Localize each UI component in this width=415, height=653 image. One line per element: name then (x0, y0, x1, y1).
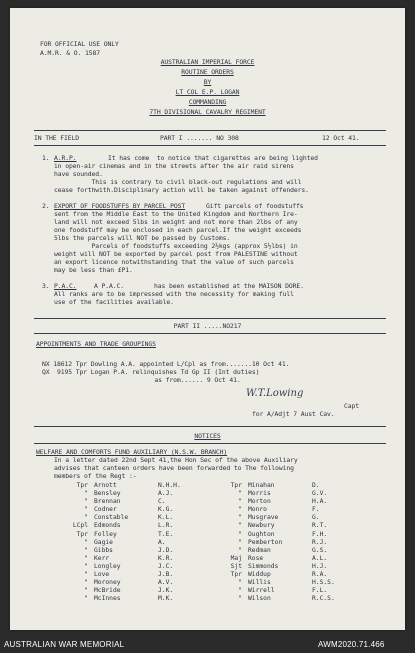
member-row (62, 522, 198, 530)
member-surname: Widdup (248, 571, 271, 579)
member-surname: Codner (94, 506, 117, 514)
member-rank: Tpr (76, 530, 88, 538)
member-initials: D. (312, 482, 320, 489)
member-rank: " (84, 538, 88, 546)
title-commander: LT COL E.P. LOGAN (175, 88, 240, 96)
member-row (62, 506, 198, 514)
member-rank: " (84, 498, 88, 506)
part2-line-2: QX 9195 Tpr Logan P.A. relinquishes Td Gp II (Int duties) (42, 368, 260, 376)
member-rank: " (84, 571, 88, 579)
member-initials: L.R. (158, 522, 174, 530)
item-2-line-9: may be less than £P1. (54, 266, 133, 274)
member-initials: G.S. (312, 546, 328, 554)
title-by: BY (203, 78, 212, 86)
member-row (62, 595, 198, 603)
member-surname: Rose (248, 554, 264, 562)
member-rank: " (84, 546, 88, 554)
member-surname: Longley (94, 562, 121, 570)
member-rank: " (238, 595, 242, 603)
member-row (216, 482, 352, 490)
member-row (62, 579, 198, 587)
member-row (62, 482, 198, 490)
item-3-line-2: All ranks are to be impressed with the necessity for making full (54, 290, 294, 298)
member-initials: J.K. (158, 587, 174, 595)
part1-location: IN THE FIELD (34, 134, 79, 142)
notices-line-3: members of the Regt :- (54, 472, 137, 480)
member-initials: J.C. (158, 562, 174, 570)
signature-scrawl: W.T.Lowing (246, 388, 304, 399)
member-row (62, 531, 198, 539)
member-row (62, 587, 198, 595)
item-1-line-2: in open-air cinemas and in the streets after the air raid sirens (54, 162, 294, 170)
member-rank: " (238, 530, 242, 538)
member-rank: Tpr (230, 482, 242, 489)
member-initials: R.C.S. (312, 595, 335, 603)
item-1-line-4: This is contrary to civil black-out regulations and will (54, 178, 302, 186)
member-rank: LCpl (72, 522, 88, 530)
member-initials: J.D. (158, 546, 174, 554)
signature-line: for A/Adjt 7 Aust Cav. (252, 410, 335, 418)
member-initials: H.A. (312, 498, 328, 506)
member-surname: Gagie (94, 538, 113, 546)
title-regiment: 7TH DIVISIONAL CAVALRY REGIMENT (149, 108, 266, 116)
member-rank: Tpr (230, 571, 242, 579)
member-surname: Brennan (94, 498, 121, 506)
member-row (216, 547, 352, 555)
member-initials: F.L. (312, 587, 328, 595)
member-initials: H.S.S. (312, 579, 335, 587)
member-rank: " (84, 514, 88, 522)
item-3-line-3: use of the facilities available. (54, 298, 174, 306)
title-commanding: COMMANDING (188, 98, 227, 106)
member-row (62, 571, 198, 579)
member-row (216, 506, 352, 514)
part1-label: PART I ....... NO 308 (160, 134, 239, 142)
member-rank: " (238, 514, 242, 522)
member-surname: Gibbs (94, 546, 113, 554)
member-rank: " (84, 554, 88, 562)
notices-subheading: WELFARE AND COMFORTS FUND AUXILIARY (N.S.W. BRANCH) (36, 448, 228, 456)
member-initials: R.T. (312, 522, 328, 530)
member-surname: Redman (248, 546, 271, 554)
item-3-title: P.A.C. (54, 282, 77, 290)
document-sheet (10, 8, 405, 630)
member-initials: R.A. (312, 571, 328, 579)
member-surname: McBride (94, 587, 121, 595)
notices-line-1: In a letter dated 22nd Sept 41,the Hon Sec of the above Auxiliary (54, 456, 298, 464)
member-surname: Folley (94, 530, 117, 538)
member-row (216, 555, 352, 563)
member-rank: " (84, 490, 88, 498)
member-surname: Monro (248, 506, 267, 514)
title-routine-orders: ROUTINE ORDERS (181, 68, 234, 76)
member-initials: A.L. (312, 554, 328, 562)
member-row (216, 514, 352, 522)
member-row (62, 490, 198, 498)
divider-part1 (34, 145, 386, 146)
classification-line-1: FOR OFFICIAL USE ONLY (40, 40, 119, 48)
divider-part2-top (34, 318, 386, 319)
member-row (216, 563, 352, 571)
member-row (216, 587, 352, 595)
member-surname: Musgrave (248, 514, 279, 522)
member-rank: " (238, 498, 242, 506)
member-surname: Moroney (94, 579, 121, 587)
member-surname: Constable (94, 514, 129, 522)
member-initials: J.B. (158, 571, 174, 579)
member-row (216, 571, 352, 579)
member-rank: " (238, 579, 242, 587)
member-initials: R.J. (312, 538, 328, 546)
notices-line-2: advises that canteen orders have been forwarded to The following (54, 464, 294, 472)
item-3-number: 3. (42, 282, 50, 290)
member-row (62, 514, 198, 522)
member-initials: K.L. (158, 514, 174, 522)
item-3-line-1: A P.A.C. has been established at the MAISON DORE. (94, 282, 304, 290)
member-surname: Edmonds (94, 522, 121, 530)
member-rank: " (84, 506, 88, 514)
member-row (62, 547, 198, 555)
item-2-number: 2. (42, 202, 50, 210)
members-table-right (216, 482, 352, 603)
member-initials: H.J. (312, 562, 328, 570)
member-row (216, 498, 352, 506)
member-rank: " (238, 490, 242, 498)
member-row (62, 539, 198, 547)
member-initials: C. (158, 498, 166, 506)
member-rank: " (238, 587, 242, 595)
item-2-title: EXPORT OF FOODSTUFFS BY PARCEL POST (54, 202, 186, 210)
member-row (216, 490, 352, 498)
member-surname: Oughton (248, 530, 275, 538)
divider-notices-bottom (34, 443, 386, 444)
member-row (216, 579, 352, 587)
member-surname: Wilson (248, 595, 271, 603)
member-initials: F.H. (312, 530, 328, 538)
member-initials: A. (158, 538, 166, 546)
item-1-line-5: cease forthwith.Disciplinary action will be taken against offenders. (54, 186, 309, 194)
member-surname: Morton (248, 498, 271, 506)
member-row (62, 563, 198, 571)
item-2-line-8: an export licence notwithstanding that the value of such parcels (54, 258, 294, 266)
member-surname: Morris (248, 490, 271, 498)
member-initials: A.J. (158, 490, 174, 498)
member-surname: Pemberton (248, 538, 283, 546)
item-2-line-3: land will not exceed 5lbs in weight and not more than 2lbs of any (54, 218, 298, 226)
member-initials: M.K. (158, 595, 174, 603)
divider-top (34, 130, 386, 131)
item-1-line-3: have sounded. (54, 170, 103, 178)
member-initials: F. (312, 506, 320, 514)
member-surname: Love (94, 571, 110, 579)
member-rank: Sjt (230, 562, 242, 570)
item-2-line-6: Parcels of foodstuffs exceeding 2½kgs (approx 5½lbs) in (54, 242, 298, 250)
item-1-line-1: It has come to notice that cigarettes are being lighted (108, 154, 318, 162)
divider-notices-top (34, 426, 386, 427)
footer-institution: AUSTRALIAN WAR MEMORIAL (4, 640, 125, 649)
item-2-line-1: Gift parcels of foodstuffs (206, 202, 304, 210)
member-rank: " (84, 562, 88, 570)
member-surname: Arnott (94, 482, 117, 489)
part1-date: 12 Oct 41. (322, 134, 360, 142)
members-table-left (62, 482, 198, 603)
item-2-line-4: one foodstuff may be enclosed in each parcel.If the weight exceeds (54, 226, 302, 234)
signature-rank: Capt (344, 402, 359, 410)
member-row (62, 498, 198, 506)
member-surname: Kerr (94, 554, 110, 562)
member-rank: " (238, 538, 242, 546)
part2-line-1: NX 18612 Tpr Dowling A.A. appointed L/Cpl as from.......10 Oct 41. (42, 360, 290, 368)
member-row (216, 595, 352, 603)
member-rank: " (238, 522, 242, 530)
member-row (216, 539, 352, 547)
member-surname: McInnes (94, 595, 121, 603)
item-2-line-5: 5lbs the parcels will NOT be passed by Customs. (54, 234, 231, 242)
member-initials: K.G. (158, 506, 174, 514)
item-2-line-7: weight will NOT be exported by parcel post from PALESTINE without (54, 250, 298, 258)
classification-line-2: A.M.R. & O. 1587 (40, 49, 100, 57)
part2-line-3: as from...... 9 Oct 41. (42, 376, 241, 384)
member-surname: Simmonds (248, 562, 279, 570)
member-rank: " (84, 587, 88, 595)
member-rank: Tpr (76, 482, 88, 489)
member-surname: Newbury (248, 522, 275, 530)
part2-label: PART II .....NO217 (173, 322, 242, 330)
member-surname: Willis (248, 579, 271, 587)
part2-heading: APPOINTMENTS AND TRADE GROUPINGS (36, 340, 156, 348)
footer-accession: AWM2020.71.466 (318, 640, 385, 649)
divider-part2-bottom (34, 333, 386, 334)
member-rank: " (238, 506, 242, 514)
member-rank: Maj (230, 554, 242, 562)
member-rank: " (238, 546, 242, 554)
member-initials: N.H.H. (158, 482, 181, 489)
member-surname: Minahan (248, 482, 275, 489)
member-initials: G. (312, 514, 320, 522)
item-1-title: A.R.P. (54, 154, 77, 162)
member-initials: T.E. (158, 530, 174, 538)
member-initials: A.V. (158, 579, 174, 587)
member-initials: G.V. (312, 490, 328, 498)
member-row (216, 522, 352, 530)
item-2-line-2: sent from the Middle East to the United Kingdom and Northern Ire- (54, 210, 298, 218)
member-initials: K.R. (158, 554, 174, 562)
item-1-number: 1. (42, 154, 50, 162)
member-row (216, 531, 352, 539)
member-rank: " (84, 595, 88, 603)
member-surname: Wirrell (248, 587, 275, 595)
member-surname: Bensley (94, 490, 121, 498)
title-force: AUSTRALIAN IMPERIAL FORCE (160, 58, 255, 66)
member-rank: " (84, 579, 88, 587)
member-row (62, 555, 198, 563)
notices-heading: NOTICES (194, 432, 221, 440)
